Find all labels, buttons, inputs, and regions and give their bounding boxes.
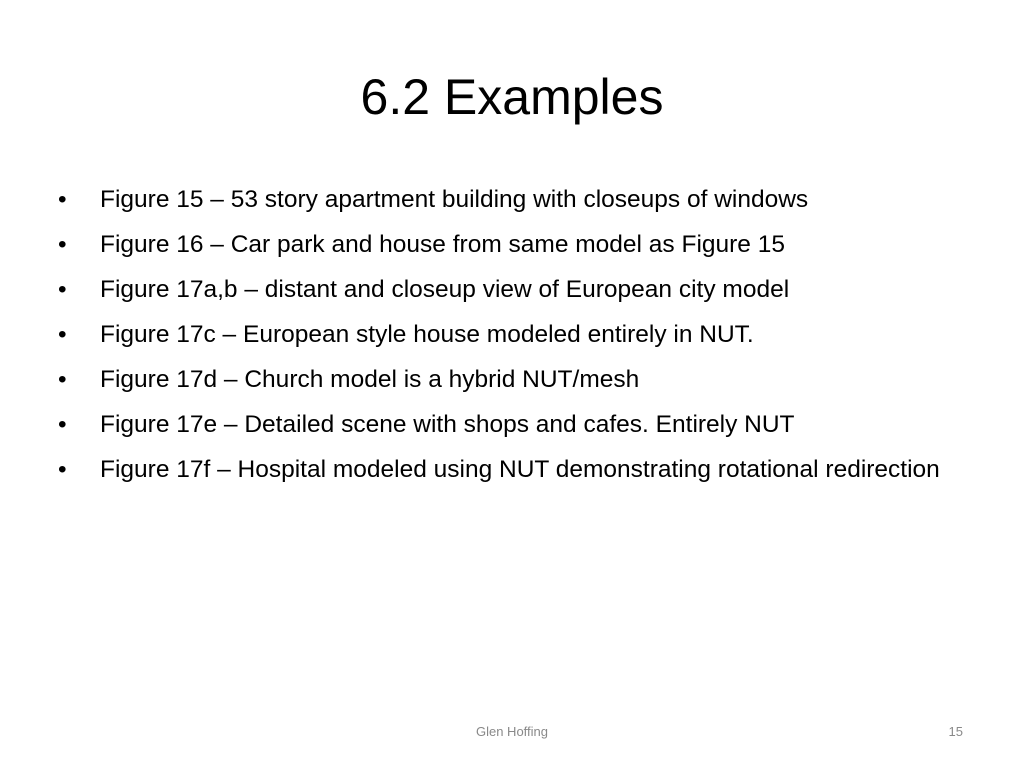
slide-title: 6.2 Examples [360,69,664,125]
bullet-text: Figure 17e – Detailed scene with shops and cafes. Entirely NUT [100,411,795,438]
bullet-dot-icon: • [58,186,67,213]
bullet-list [58,182,958,497]
bullet-item [58,362,958,398]
bullet-item [58,452,958,488]
bullet-text: Figure 17f – Hospital modeled using NUT demonstrating rotational redirection [100,456,940,483]
bullet-dot-icon: • [58,231,67,258]
bullet-dot-icon: • [58,366,67,393]
bullet-text: Figure 16 – Car park and house from same model as Figure 15 [100,231,785,258]
bullet-item [58,317,958,353]
page-number: 15 [948,724,963,739]
bullet-item [58,272,958,308]
bullet-text: Figure 17d – Church model is a hybrid NUT/mesh [100,366,640,393]
bullet-item [58,227,958,263]
bullet-text: Figure 17c – European style house modeled entirely in NUT. [100,321,754,348]
bullet-dot-icon: • [58,456,67,483]
bullet-dot-icon: • [58,276,67,303]
bullet-dot-icon: • [58,411,67,438]
footer-author: Glen Hoffing [475,724,549,739]
bullet-item [58,407,958,443]
bullet-text: Figure 15 – 53 story apartment building with closeups of windows [100,186,809,213]
bullet-text: Figure 17a,b – distant and closeup view of European city model [100,276,790,303]
bullet-dot-icon: • [58,321,67,348]
bullet-item [58,182,958,218]
